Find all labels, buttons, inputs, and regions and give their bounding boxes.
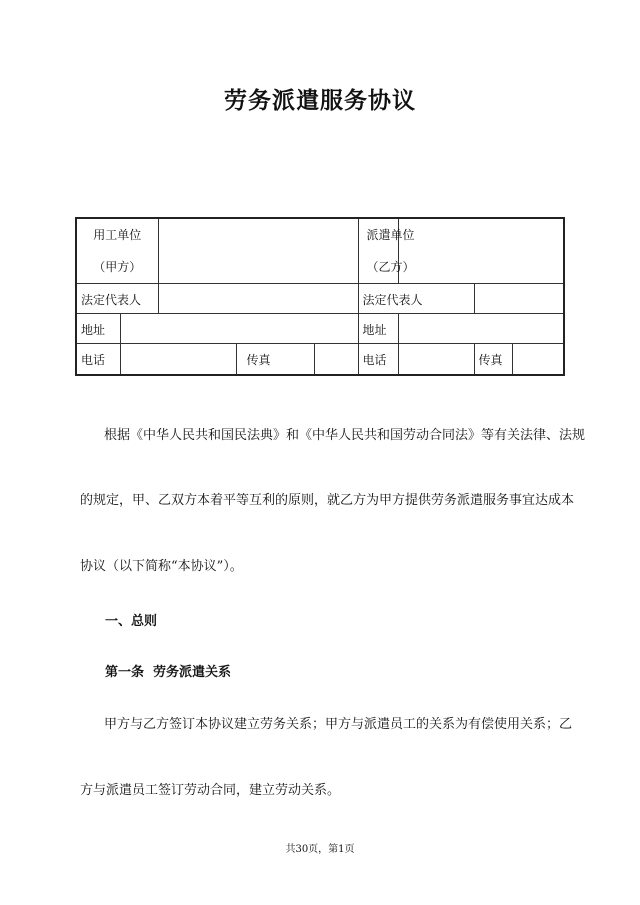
party-b-fax-value[interactable]	[513, 344, 564, 374]
party-b-phone-label: 电话	[358, 344, 398, 376]
party-a-unit-value[interactable]	[158, 218, 358, 284]
party-b-legal-rep-label: 法定代表人	[358, 284, 474, 314]
intro-paragraph-line-2: 的规定，甲、乙双方本着平等互利的原则，就乙方为甲方提供劳务派遣服务事宜达成本	[80, 493, 575, 508]
party-b-fax-cell	[474, 344, 564, 376]
page-footer: 共30页，第1页	[285, 844, 355, 855]
party-a-phone-label: 电话	[76, 344, 120, 376]
party-b-unit-value[interactable]	[398, 218, 564, 284]
party-a-unit-label-line1: 用工单位	[93, 228, 142, 242]
party-a-address-value[interactable]	[120, 314, 358, 344]
party-info-table	[75, 217, 565, 376]
party-b-address-label: 地址	[358, 314, 398, 344]
party-b-unit-label	[358, 218, 415, 284]
party-a-fax-value[interactable]	[314, 344, 358, 376]
party-a-legal-rep-label: 法定代表人	[76, 284, 158, 314]
article-1-heading: 第一条 劳务派遣关系	[105, 665, 232, 680]
article-1-line-1: 甲方与乙方签订本协议建立劳务关系；甲方与派遣员工的关系为有偿使用关系；乙	[104, 717, 573, 732]
party-b-fax-label: 传真	[475, 344, 513, 374]
party-b-unit-label-line1: 派遣单位	[366, 228, 415, 242]
party-a-legal-rep-value[interactable]	[158, 284, 358, 314]
party-b-phone-value[interactable]	[398, 344, 474, 376]
document-title: 劳务派遣服务协议	[224, 88, 416, 114]
party-b-address-value[interactable]	[398, 314, 564, 344]
party-a-unit-label-line2: （甲方）	[93, 260, 142, 274]
party-b-unit-label-line2: （乙方）	[366, 260, 415, 274]
intro-paragraph-line-3: 协议（以下简称“本协议”）。	[80, 559, 243, 574]
party-a-fax-label: 传真	[236, 344, 314, 376]
intro-paragraph-line-1: 根据《中华人民共和国民法典》和《中华人民共和国劳动合同法》等有关法律、法规	[104, 428, 586, 443]
party-b-legal-rep-value[interactable]	[474, 284, 564, 314]
party-a-address-label: 地址	[76, 314, 120, 344]
party-a-unit-label	[76, 218, 158, 284]
party-a-phone-value[interactable]	[120, 344, 236, 376]
article-1-line-2: 方与派遣员工签订劳动合同，建立劳动关系。	[80, 783, 341, 798]
section-1-heading: 一、总则	[105, 614, 158, 629]
